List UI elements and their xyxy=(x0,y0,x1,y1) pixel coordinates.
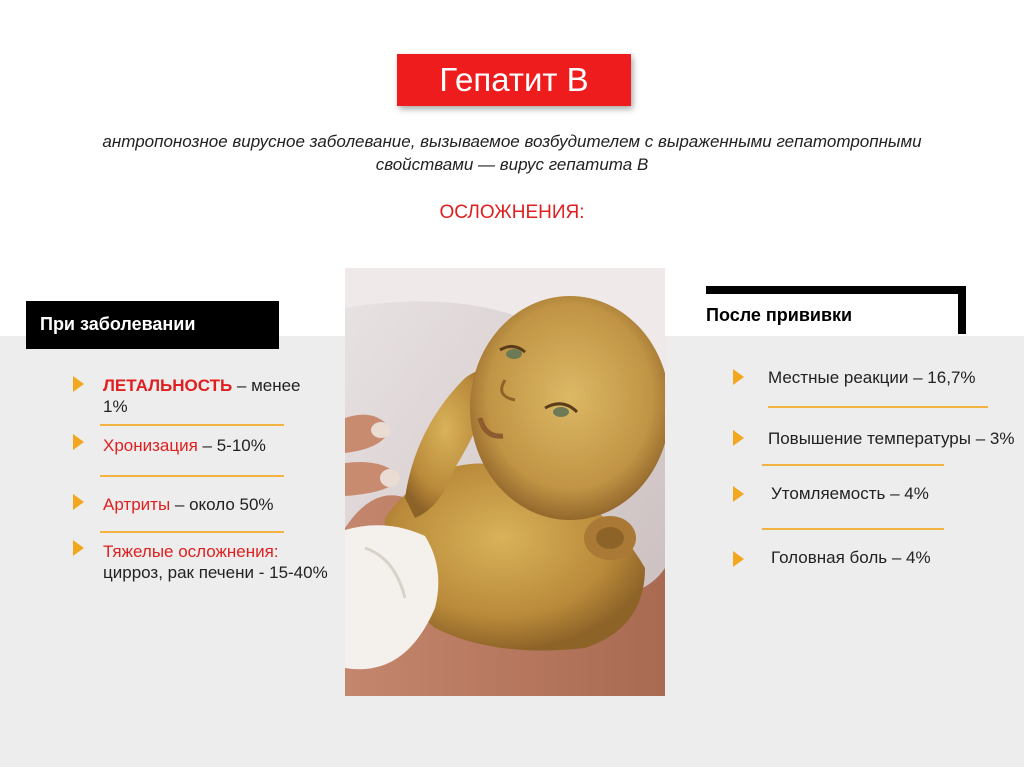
separator-line xyxy=(100,531,284,533)
triangle-bullet-icon xyxy=(733,369,744,385)
complications-heading: ОСЛОЖНЕНИЯ: xyxy=(439,202,585,223)
right-header-label: После прививки xyxy=(706,305,853,325)
separator-line xyxy=(762,528,944,530)
left-header-label: При заболевании xyxy=(40,314,196,334)
triangle-bullet-icon xyxy=(733,486,744,502)
triangle-bullet-icon xyxy=(733,551,744,567)
triangle-bullet-icon xyxy=(73,540,84,556)
left-item-chronic xyxy=(103,435,333,456)
left-item-rest-line2: 1% xyxy=(103,397,128,416)
left-item-term: Хронизация xyxy=(103,436,198,455)
left-item-term: ЛЕТАЛЬНОСТЬ xyxy=(103,376,233,395)
separator-line xyxy=(768,406,988,408)
left-item-rest: – менее xyxy=(232,376,301,395)
left-item-rest: – около 50% xyxy=(170,495,274,514)
triangle-bullet-icon xyxy=(733,430,744,446)
left-item-term: Артриты xyxy=(103,495,171,514)
right-item-headache: Головная боль – 4% xyxy=(771,548,931,567)
separator-line xyxy=(100,424,284,426)
slide-title: Гепатит В xyxy=(397,54,631,106)
jaundiced-infant-photo xyxy=(345,268,665,696)
left-item-rest: – 5-10% xyxy=(197,436,266,455)
triangle-bullet-icon xyxy=(73,434,84,450)
right-item-fatigue: Утомляемость – 4% xyxy=(771,484,929,503)
right-item-temperature: Повышение температуры – 3% xyxy=(768,429,1015,448)
left-item-arthritis xyxy=(103,494,333,515)
triangle-bullet-icon xyxy=(73,494,84,510)
right-item-local: Местные реакции – 16,7% xyxy=(768,368,976,387)
left-item-lethality xyxy=(103,375,333,417)
definition-text: антропонозное вирусное заболевание, вызываемое возбудителем с выраженными гепатотропными свойствами — вирус гепатита В xyxy=(102,132,922,174)
triangle-bullet-icon xyxy=(73,376,84,392)
separator-line xyxy=(762,464,944,466)
left-item-rest: цирроз, рак печени - 15-40% xyxy=(103,563,328,582)
separator-line xyxy=(100,475,284,477)
left-item-term: Тяжелые осложнения: xyxy=(103,542,279,561)
left-item-severe xyxy=(103,541,343,583)
